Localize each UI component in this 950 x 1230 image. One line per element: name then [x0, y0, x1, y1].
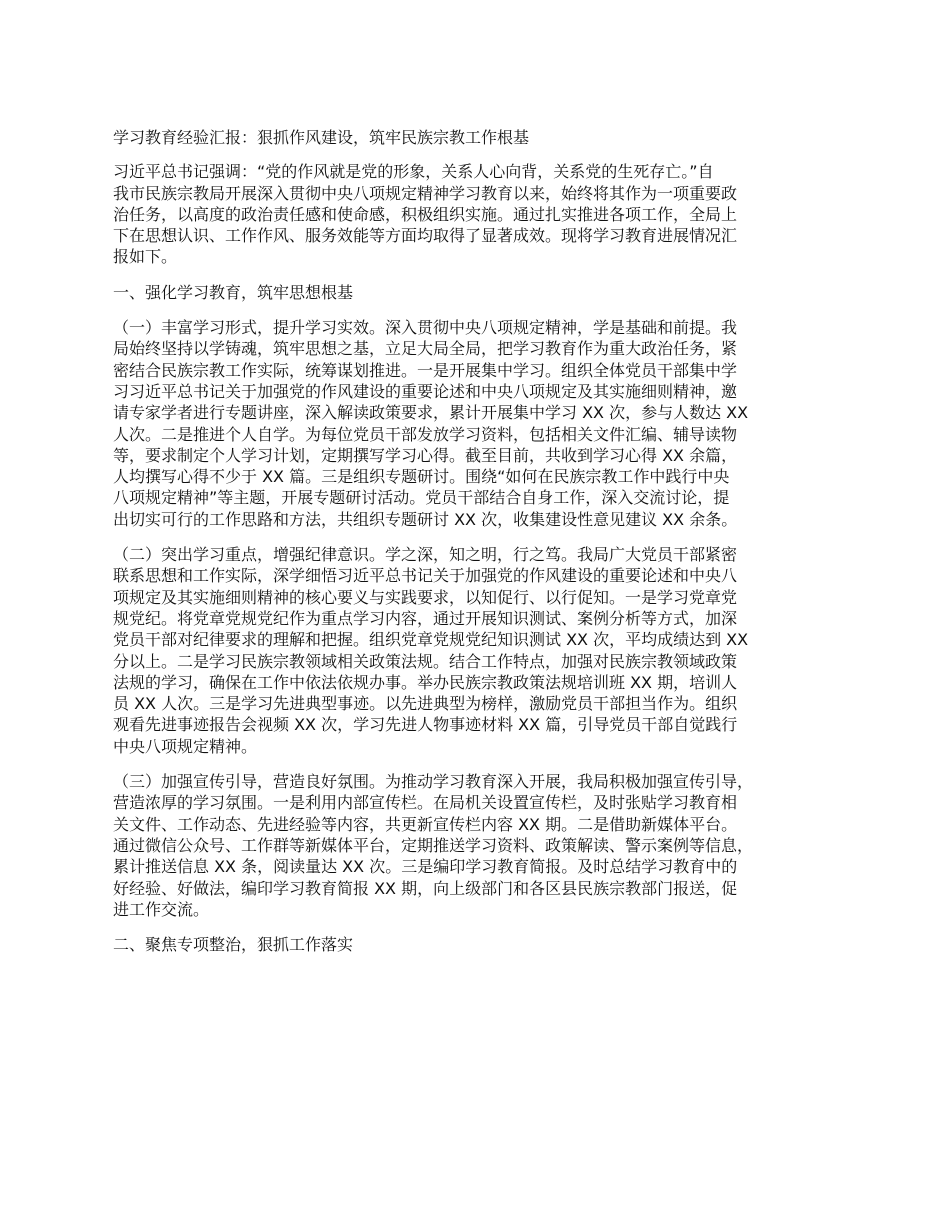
text-line: 下在思想认识、工作作风、服务效能等方面均取得了显著成效。现将学习教育进展情况汇 — [113, 226, 738, 246]
text-line: 观看先进事迹报告会视频 XX 次，学习先进人物事迹材料 XX 篇，引导党员干部自觉践行 — [113, 715, 738, 735]
text-line: 人均撰写心得不少于 XX 篇。三是组织专题研讨。围绕“如何在民族宗教工作中践行中央 — [113, 467, 730, 487]
text-line: 通过微信公众号、工作群等新媒体平台，定期推送学习资料、政策解读、警示案例等信息， — [113, 835, 754, 855]
text-line: 密结合民族宗教工作实际，统筹谋划推进。一是开展集中学习。组织全体党员干部集中学 — [113, 360, 738, 380]
subsection-paragraph-3 — [113, 771, 858, 920]
intro-paragraph — [113, 161, 858, 267]
document-title-block — [113, 127, 858, 148]
section-heading: 二、聚焦专项整治，狠抓工作落实 — [113, 935, 354, 955]
subsection-paragraph-2 — [113, 544, 858, 757]
text-line: 营造浓厚的学习氛围。一是利用内部宣传栏。在局机关设置宣传栏，及时张贴学习教育相 — [113, 793, 738, 813]
text-line: 员 XX 人次。三是学习先进典型事迹。以先进典型为榜样，激励党员干部担当作为。组织 — [113, 694, 738, 714]
text-line: （三）加强宣传引导，营造良好氛围。为推动学习教育深入开展，我局积极加强宣传引导， — [113, 772, 754, 792]
text-line: 出切实可行的工作思路和方法，共组织专题研讨 XX 次，收集建设性意见建议 XX 余条。 — [113, 509, 738, 529]
text-line: 等，要求制定个人学习计划，定期撰写学习心得。截至目前，共收到学习心得 XX 余篇， — [113, 445, 738, 465]
text-line: （二）突出学习重点，增强纪律意识。学之深，知之明，行之笃。我局广大党员干部紧密 — [113, 545, 738, 565]
text-line: 请专家学者进行专题讲座，深入解读政策要求，累计开展集中学习 XX 次，参与人数达 XX — [113, 403, 749, 423]
text-line: 报如下。 — [113, 247, 178, 267]
text-line: 局始终坚持以学铸魂，筑牢思想之基，立足大局全局，把学习教育作为重大政治任务，紧 — [113, 339, 738, 359]
text-line: 规党纪。将党章党规党纪作为重点学习内容，通过开展知识测试、案例分析等方式，加深 — [113, 608, 738, 628]
text-line: 习近平总书记强调：“党的作风就是党的形象，关系人心向背，关系党的生死存亡。”自 — [113, 162, 714, 182]
section-heading-2 — [113, 934, 858, 955]
text-line: 好经验、好做法，编印学习教育简报 XX 期，向上级部门和各区县民族宗教部门报送，促 — [113, 878, 738, 898]
section-heading-1 — [113, 282, 858, 303]
text-line: 累计推送信息 XX 条，阅读量达 XX 次。三是编印学习教育简报。及时总结学习教育中的 — [113, 857, 738, 877]
text-line: 关文件、工作动态、先进经验等内容，共更新宣传栏内容 XX 期。二是借助新媒体平台。 — [113, 814, 738, 834]
text-line: 八项规定精神”等主题，开展专题研讨活动。党员干部结合自身工作，深入交流讨论，提 — [113, 488, 730, 508]
text-line: 人次。二是推进个人自学。为每位党员干部发放学习资料，包括相关文件汇编、辅导读物 — [113, 424, 738, 444]
text-line: 联系思想和工作实际，深学细悟习近平总书记关于加强党的作风建设的重要论述和中央八 — [113, 566, 738, 586]
text-line: 法规的学习，确保在工作中依法依规办事。举办民族宗教政策法规培训班 XX 期，培训人 — [113, 672, 738, 692]
text-line: 分以上。二是学习民族宗教领域相关政策法规。结合工作特点，加强对民族宗教领域政策 — [113, 651, 738, 671]
text-line: 中央八项规定精神。 — [113, 736, 258, 756]
text-line: 党员干部对纪律要求的理解和把握。组织党章党规党纪知识测试 XX 次，平均成绩达到 XX — [113, 630, 749, 650]
document-title: 学习教育经验汇报：狠抓作风建设，筑牢民族宗教工作根基 — [113, 128, 530, 147]
text-line: 治任务，以高度的政治责任感和使命感，积极组织实施。通过扎实推进各项工作，全局上 — [113, 204, 738, 224]
subsection-paragraph-1 — [113, 317, 858, 530]
section-heading: 一、强化学习教育，筑牢思想根基 — [113, 282, 354, 302]
text-line: 习习近平总书记关于加强党的作风建设的重要论述和中央八项规定及其实施细则精神，邀 — [113, 381, 738, 401]
text-line: （一）丰富学习形式，提升学习实效。深入贯彻中央八项规定精神，学是基础和前提。我 — [113, 318, 738, 338]
text-line: 项规定及其实施细则精神的核心要义与实践要求，以知促行、以行促知。一是学习党章党 — [113, 587, 738, 607]
text-line: 我市民族宗教局开展深入贯彻中央八项规定精神学习教育以来，始终将其作为一项重要政 — [113, 183, 738, 203]
document-page — [113, 127, 858, 969]
text-line: 进工作交流。 — [113, 899, 210, 919]
